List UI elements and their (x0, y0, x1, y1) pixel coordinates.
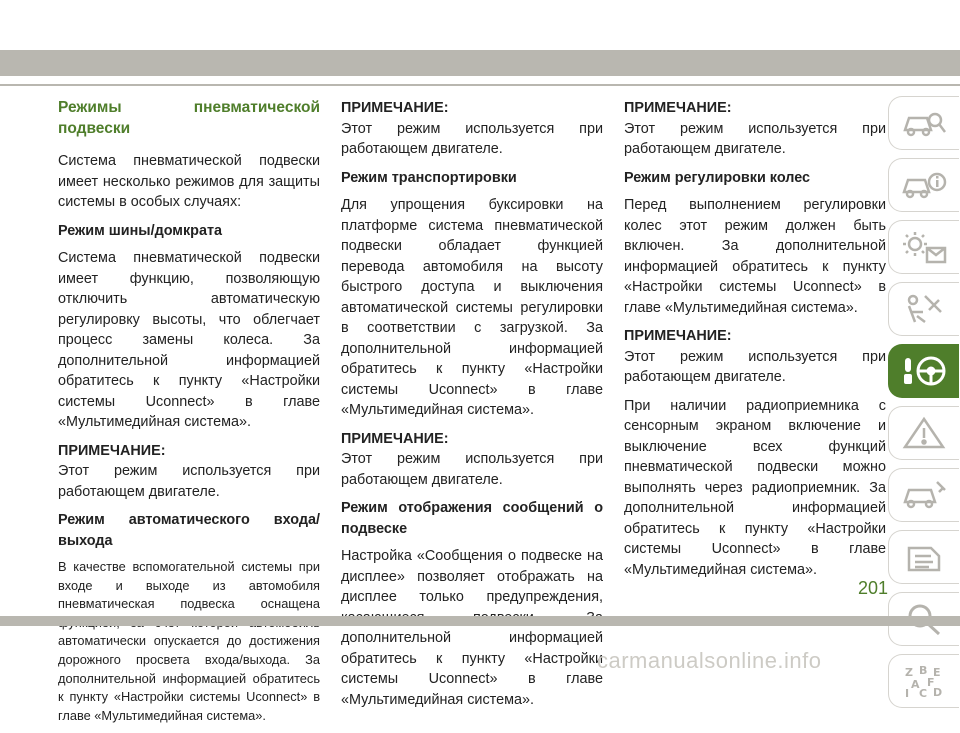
tab-index[interactable] (888, 654, 959, 708)
note-label: ПРИМЕЧАНИЕ: (341, 100, 449, 116)
tab-specifications[interactable] (888, 530, 959, 584)
note-label: ПРИМЕЧАНИЕ: (58, 442, 166, 459)
note-text: Этот режим используется при работающем двигателе. (624, 120, 886, 157)
svg-text:F: F (927, 676, 935, 689)
tab-safety[interactable] (888, 282, 959, 336)
note-text: Этот режим используется при работающем двигателе. (624, 348, 886, 385)
tire-jack-text: Система пневматической подвески имеет функцию, позволяющую отключить автоматическую регулировку высоты, что облегчает процесс замены колеса. За дополнительной информацией обратитесь к пункту «Настройки системы Uconnect» в главе «Мультимедийная система». (58, 250, 320, 430)
svg-text:C: C (919, 687, 928, 698)
service-car-icon (901, 478, 947, 512)
display-text: Настройка «Сообщения о подвеске на дисплее» позволяет отображать на дисплее только предупреждения, дополнительной информацией обратитесь к пункту «Настройки системы Uconnect» в главе «Мультимедийная система». (341, 548, 603, 708)
roadside-warning-icon (901, 416, 947, 450)
note-text: Этот режим используется при работающем двигателе. (341, 120, 603, 157)
intro-text: Система пневматической подвески имеет несколько режимов для защиты системы в особых случаях: (58, 153, 320, 210)
note-label: ПРИМЕЧАНИЕ: (624, 100, 732, 116)
top-divider (0, 84, 960, 86)
top-band (0, 50, 960, 76)
tab-dashboard[interactable] (888, 220, 959, 274)
display-heading: Режим отображения сообщений о подвеске (341, 500, 603, 537)
svg-text:I: I (905, 687, 910, 698)
section-title: Режимы пневматической подвески (58, 99, 320, 137)
entry-exit-heading: Режим автоматического входа/выхода (58, 512, 320, 549)
wheel-text: Перед выполнением регулировки колес этот режим должен быть включен. За дополнительной информацией обратитесь к пункту «Настройки системы Uconnect» в главе «Мультимедийная система». (624, 197, 886, 316)
transport-text: Для упрощения буксировки на платформе система пневматической подвески обладает функцией перевода автомобиля на высоту быстрого доступа и выключения автоматической системы регулировки в соответствии с загрузкой. За дополнительной информацией обратитесь к пункту «Настройки системы Uconnect» в главе «Мультимедийная система». (341, 197, 603, 418)
column-3 (624, 98, 886, 588)
wheel-heading: Режим регулировки колес (624, 169, 811, 186)
airbag-safety-icon (901, 292, 947, 326)
transport-heading: Режим транспортировки (341, 169, 517, 186)
note-label: ПРИМЕЧАНИЕ: (624, 328, 732, 344)
note-text: Этот режим используется при работающем двигателе. (58, 463, 320, 500)
svg-text:D: D (933, 686, 943, 698)
note-label: ПРИМЕЧАНИЕ: (341, 430, 449, 447)
svg-text:E: E (933, 666, 941, 679)
bottom-band (0, 616, 960, 626)
page-number: 201 (858, 578, 889, 598)
entry-exit-text: В качестве вспомогательной системы при входе и выходе из автомобиля пневматическая подвеска оснащена автоматически опускается до достижения дорожного просвета входа/выхода. За дополнительной информацией обратитесь к пункту «Настройки системы Uconnect» в главе «Мультимедийная система». (58, 559, 320, 723)
tire-jack-heading: Режим шины/домкрата (58, 222, 222, 239)
tab-emergency[interactable] (888, 406, 959, 460)
tab-starting-operating[interactable] (888, 344, 959, 398)
svg-text:B: B (919, 664, 928, 677)
tab-service[interactable] (888, 468, 959, 522)
column-1 (58, 98, 320, 733)
specifications-icon (901, 540, 947, 574)
car-info-icon (901, 168, 947, 202)
steering-wheel-key-icon (901, 354, 947, 388)
tab-car-info[interactable] (888, 158, 959, 212)
car-search-icon (901, 106, 947, 140)
svg-text:Z: Z (905, 666, 913, 679)
radio-text: При наличии радиоприемника с сенсорным экраном включение и выключение всех функций пневматической подвески можно выполнять через радиоприемник. За дополнительной информацией обратитесь к пункту «Настройки системы Uconnect» в главе «Мультимедийная система». (624, 397, 886, 578)
dashboard-warning-icon (901, 230, 947, 264)
watermark: carmanualsonline.info (597, 648, 822, 673)
tab-car-search[interactable] (888, 96, 959, 150)
note-text: Этот режим используется при работающем двигателе. (341, 451, 603, 488)
svg-text:A: A (911, 678, 920, 691)
alphabetical-index-icon (901, 664, 947, 698)
